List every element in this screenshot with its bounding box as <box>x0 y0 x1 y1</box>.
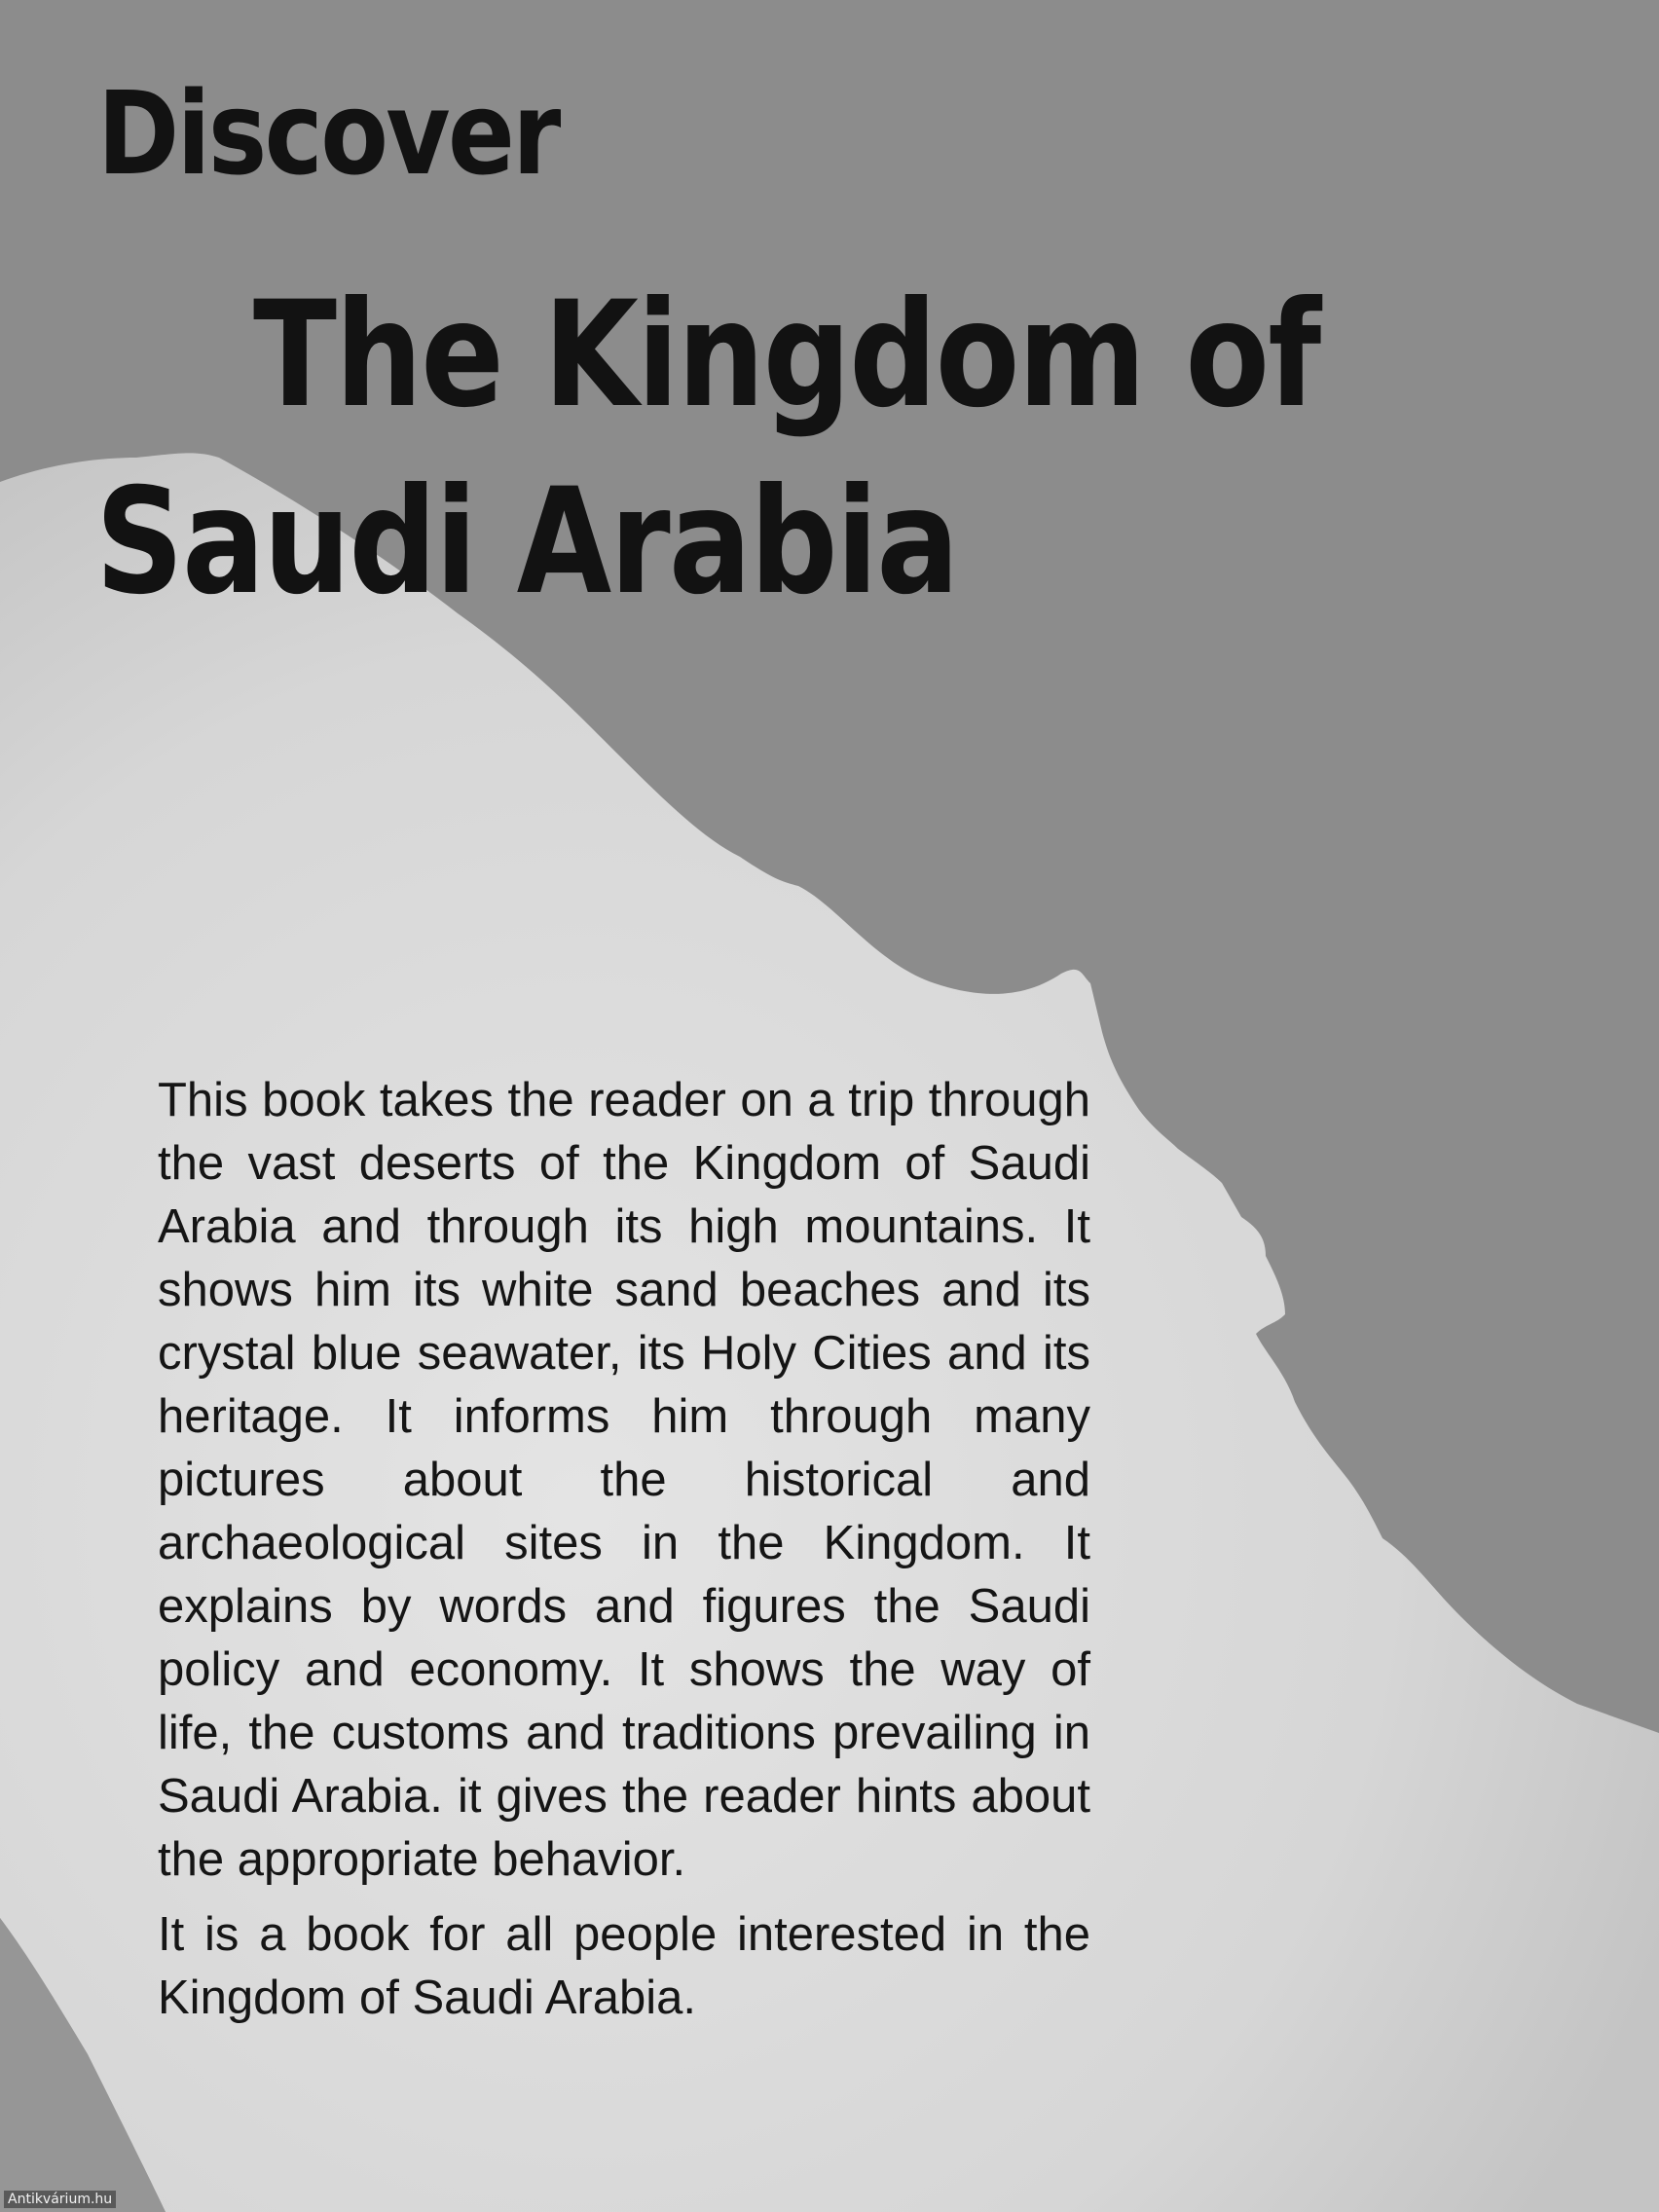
description-paragraph-2: It is a book for all people interested in the Kingdom of Saudi Arabia. <box>158 1908 1090 2024</box>
book-description <box>158 1069 1090 2030</box>
description-paragraph-1: This book takes the reader on a trip through the vast deserts of the Kingdom of Saudi Arabia and through its high mountains. It shows him its white sand beaches and its crystal blue seawater, its Holy Cities and its heritage. It informs him through many pictures about the historical and archaeological sites in the Kingdom. It explains by words and figures the Saudi policy and economy. It shows the way of life, the customs and traditions prevailing in Saudi Arabia. it gives the reader hints about the appropriate behavior. <box>158 1074 1090 1886</box>
title-kingdom-of: The Kingdom of <box>253 271 1320 440</box>
title-discover: Discover <box>97 66 559 201</box>
watermark: Antikvárium.hu <box>4 2191 116 2208</box>
title-saudi-arabia: Saudi Arabia <box>95 458 958 627</box>
